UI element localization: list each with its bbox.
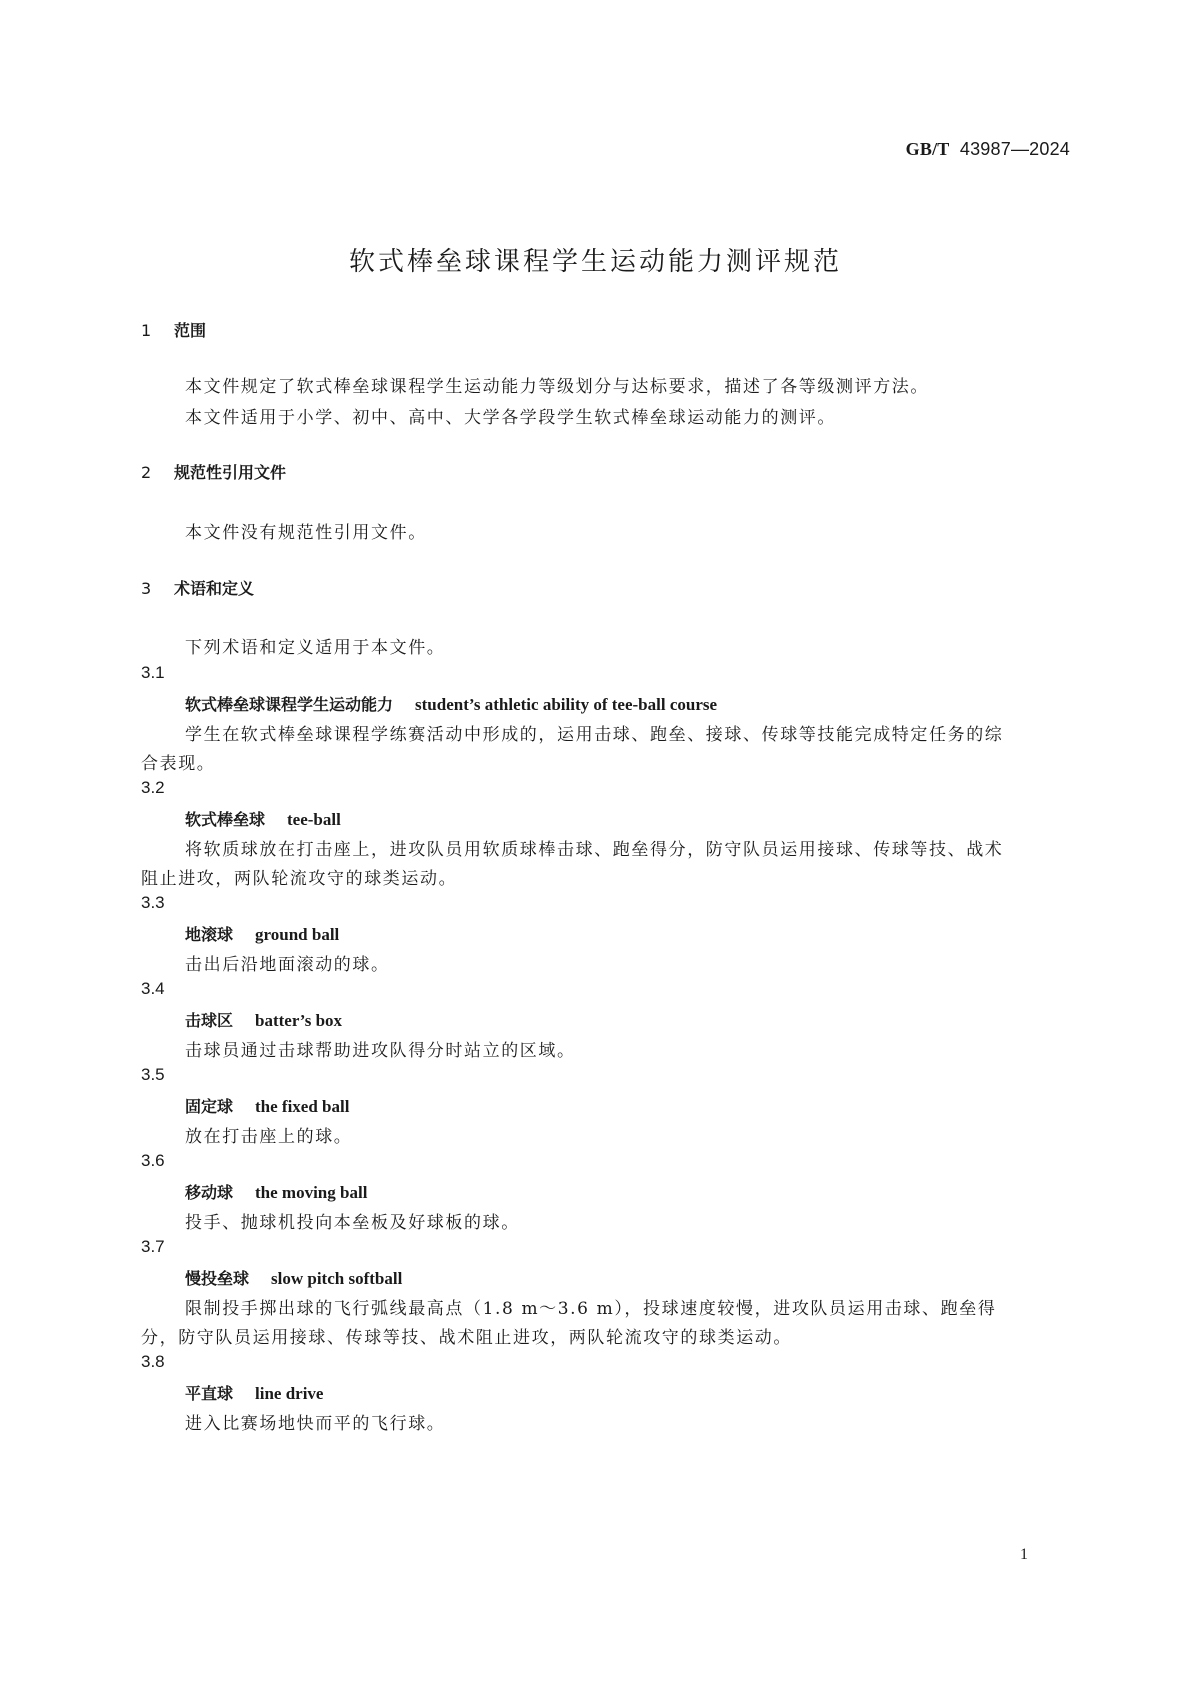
paragraph: 本文件规定了软式棒垒球课程学生运动能力等级划分与达标要求，描述了各等级测评方法。 — [185, 377, 929, 397]
term-number: 3.4 — [141, 979, 165, 998]
term-definition: 放在打击座上的球。 — [185, 1127, 353, 1147]
section-heading-2: 2 规范性引用文件 — [141, 463, 287, 482]
term-definition: 将软质球放在打击座上，进攻队员用软质球棒击球、跑垒得分，防守队员运用接球、传球等技、战术 — [185, 840, 1004, 860]
term-number: 3.2 — [141, 778, 165, 797]
term-title: 慢投垒球 slow pitch softball — [185, 1269, 403, 1288]
term-number: 3.7 — [141, 1237, 165, 1256]
term-title: 击球区 batter’s box — [185, 1011, 343, 1030]
term-definition: 分，防守队员运用接球、传球等技、战术阻止进攻，两队轮流攻守的球类运动。 — [141, 1328, 792, 1348]
term-title: 地滚球 ground ball — [185, 925, 340, 944]
section-heading-1: 1 范围 — [141, 321, 207, 340]
term-definition: 合表现。 — [141, 754, 216, 774]
term-definition: 阻止进攻，两队轮流攻守的球类运动。 — [141, 869, 458, 889]
page-number: 1 — [1020, 1546, 1028, 1563]
term-number: 3.1 — [141, 663, 165, 682]
standard-code — [906, 139, 1070, 160]
term-definition: 击出后沿地面滚动的球。 — [185, 955, 390, 975]
term-title: 软式棒垒球课程学生运动能力 student’s athletic ability of tee-ball course — [185, 695, 718, 714]
term-title: 固定球 the fixed ball — [185, 1097, 350, 1116]
term-definition: 击球员通过击球帮助进攻队得分时站立的区域。 — [185, 1041, 576, 1061]
term-title: 移动球 the moving ball — [185, 1183, 368, 1202]
document-title: 软式棒垒球课程学生运动能力测评规范 — [348, 247, 842, 277]
term-title: 软式棒垒球 tee-ball — [185, 810, 341, 829]
term-definition: 限制投手掷出球的飞行弧线最高点（1.8 m～3.6 m），投球速度较慢，进攻队员运用击球、跑垒得 — [185, 1299, 997, 1319]
term-definition: 学生在软式棒垒球课程学练赛活动中形成的，运用击球、跑垒、接球、传球等技能完成特定任务的综 — [185, 725, 1004, 745]
standard-prefix: GB/T — [905, 139, 950, 159]
paragraph: 本文件没有规范性引用文件。 — [185, 523, 427, 543]
paragraph: 下列术语和定义适用于本文件。 — [185, 638, 446, 658]
term-definition: 投手、抛球机投向本垒板及好球板的球。 — [185, 1213, 520, 1233]
term-number: 3.3 — [141, 893, 165, 912]
standard-number: 43987—2024 — [959, 139, 1070, 159]
term-number: 3.8 — [141, 1352, 165, 1371]
section-heading-3: 3 术语和定义 — [141, 579, 255, 598]
paragraph: 本文件适用于小学、初中、高中、大学各学段学生软式棒垒球运动能力的测评。 — [185, 408, 836, 428]
term-number: 3.6 — [141, 1151, 165, 1170]
term-number: 3.5 — [141, 1065, 165, 1084]
term-definition: 进入比赛场地快而平的飞行球。 — [185, 1414, 446, 1434]
term-title: 平直球 line drive — [185, 1384, 324, 1403]
